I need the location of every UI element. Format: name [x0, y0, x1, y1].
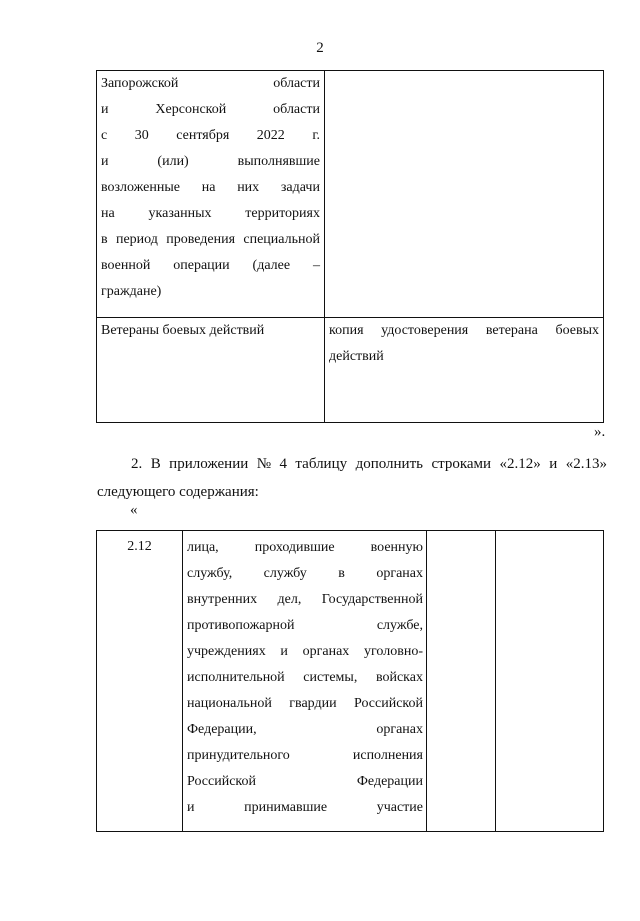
word: задачи	[280, 180, 320, 195]
text-line	[101, 149, 320, 175]
word: указанных	[148, 206, 212, 221]
word: военной	[101, 258, 151, 273]
word: войсках	[375, 670, 423, 685]
word: принимавшие	[244, 800, 328, 815]
text-line	[329, 318, 599, 344]
word: период	[115, 232, 158, 247]
word: органах	[376, 722, 423, 737]
text-line	[187, 691, 423, 717]
word: №	[256, 456, 272, 472]
word: боевых	[555, 323, 599, 338]
word: возложенные	[101, 180, 180, 195]
empty-cell-2	[496, 531, 603, 831]
word: копия	[329, 323, 364, 338]
text-line	[187, 639, 423, 665]
text-line	[101, 253, 320, 279]
word: выполнявшие	[237, 154, 320, 169]
word: сентября	[176, 128, 230, 143]
ordinance-table-part1	[96, 70, 604, 423]
text-line	[101, 227, 320, 253]
word: операции	[173, 258, 230, 273]
word: в	[338, 566, 345, 581]
word: с	[101, 128, 108, 143]
word: области	[273, 102, 320, 117]
word: и	[101, 102, 109, 117]
word: «2.12»	[499, 456, 541, 472]
word: дел,	[277, 592, 302, 607]
documents-cell	[325, 71, 603, 317]
amendment-paragraph-line2: следующего содержания:	[97, 484, 259, 500]
text-line	[101, 97, 320, 123]
word: гвардии	[289, 696, 337, 711]
word: органах	[376, 566, 423, 581]
category-cell	[97, 71, 325, 317]
table-row-veterans	[96, 317, 604, 423]
word: системы,	[303, 670, 358, 685]
word: области	[273, 76, 320, 91]
word: В	[150, 456, 161, 472]
word: ветерана	[485, 323, 538, 338]
ordinance-table-part2	[96, 530, 604, 832]
word: них	[237, 180, 260, 195]
text-line	[187, 795, 423, 821]
word: специальной	[243, 232, 320, 247]
word: 4	[279, 456, 287, 472]
word: на	[101, 206, 115, 221]
word: строками	[431, 456, 492, 472]
word: Ветераны боевых действий	[101, 323, 265, 338]
text-line	[187, 717, 423, 743]
word: г.	[312, 128, 320, 143]
word: проходившие	[254, 540, 335, 555]
empty-cell-1	[427, 531, 496, 831]
word: Государственной	[321, 592, 423, 607]
text-line	[187, 769, 423, 795]
opening-quote: «	[130, 502, 138, 518]
text-line	[187, 743, 423, 769]
word: 30	[134, 128, 149, 143]
word: Запорожской	[101, 76, 179, 91]
word: Федерации	[356, 774, 423, 789]
word: (или)	[157, 154, 189, 169]
word: исполнения	[352, 748, 423, 763]
text-line	[187, 665, 423, 691]
table-row-residents	[96, 70, 604, 317]
text-line	[101, 318, 320, 344]
word: действий	[329, 349, 384, 364]
category-text-cell	[183, 531, 427, 831]
word: территориях	[245, 206, 320, 221]
documents-cell-veterans	[325, 318, 603, 422]
word: (далее	[252, 258, 291, 273]
text-line	[101, 123, 320, 149]
word: участие	[376, 800, 423, 815]
row-number-cell: 2.12	[97, 531, 183, 831]
text-line	[187, 587, 423, 613]
word: Федерации,	[187, 722, 257, 737]
word: и	[187, 800, 195, 815]
word: дополнить	[355, 456, 423, 472]
word: на	[201, 180, 216, 195]
word: службу	[263, 566, 307, 581]
word: 2022	[256, 128, 285, 143]
word: и	[280, 644, 288, 659]
text-line	[187, 613, 423, 639]
closing-quote: ».	[594, 424, 606, 440]
word: Российской	[187, 774, 256, 789]
word: «2.13»	[565, 456, 607, 472]
word: органах	[302, 644, 350, 659]
word: учреждениях	[187, 644, 266, 659]
word: приложении	[169, 456, 249, 472]
amendment-paragraph-line1	[97, 450, 607, 478]
text-line	[329, 344, 599, 370]
word: Российской	[354, 696, 423, 711]
word: –	[312, 258, 320, 273]
word: и	[549, 456, 558, 472]
word: проведения	[166, 232, 236, 247]
text-line	[101, 201, 320, 227]
text-line	[187, 535, 423, 561]
word: уголовно-	[364, 644, 423, 659]
word: службе,	[376, 618, 423, 633]
word: принудительного	[187, 748, 290, 763]
page-number: 2	[316, 40, 324, 56]
word: граждане)	[101, 284, 162, 299]
text-line	[101, 279, 320, 305]
word: противопожарной	[187, 618, 295, 633]
word: службу,	[187, 566, 233, 581]
word: и	[101, 154, 109, 169]
word: Херсонской	[155, 102, 227, 117]
word: внутренних	[187, 592, 258, 607]
word: таблицу	[295, 456, 348, 472]
text-line	[101, 175, 320, 201]
word: в	[101, 232, 108, 247]
word: национальной	[187, 696, 272, 711]
text-line	[187, 561, 423, 587]
word: военную	[370, 540, 423, 555]
word: лица,	[187, 540, 219, 555]
category-cell-veterans	[97, 318, 325, 422]
word: удостоверения	[381, 323, 469, 338]
word: исполнительной	[187, 670, 285, 685]
text-line	[101, 71, 320, 97]
word: 2.	[131, 456, 143, 472]
